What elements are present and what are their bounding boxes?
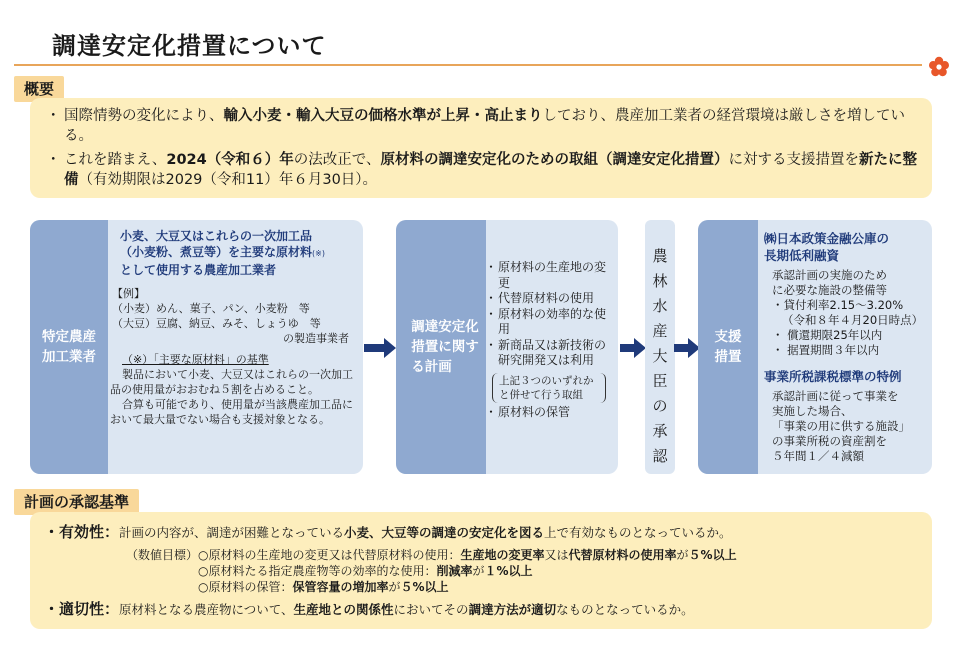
- plan-item: ・ 原材料の保管: [488, 405, 614, 421]
- emphasis-text: 保管容量の増加率: [292, 580, 389, 594]
- stabilization-plan-panel: [396, 220, 618, 474]
- vertical-char: 林: [652, 272, 668, 290]
- emphasis-text: 2024（令和６）年: [166, 152, 294, 168]
- numeric-target-2: [198, 563, 533, 579]
- combined-measure-note: 上記３つのいずれかと併せて行う取組: [492, 373, 606, 403]
- text-run: なものとなっているか。: [556, 602, 694, 617]
- adequacy-criterion: ・適切性：原材料となる農産物について、生産地との関係性においてその調達方法が適切なものとなっているか。: [44, 600, 694, 618]
- vertical-char: 水: [652, 297, 668, 315]
- arrow-right-icon: [674, 338, 700, 358]
- text-run: が: [388, 580, 401, 594]
- vertical-char: 承: [652, 422, 668, 440]
- target-business-label: 特定農産 加工業者: [30, 220, 108, 474]
- minister-approval-label: [645, 244, 675, 469]
- criteria-box: [30, 512, 932, 629]
- vertical-char: の: [652, 397, 668, 415]
- text-run: 又は: [544, 548, 569, 562]
- page-title: 調達安定化措置について: [52, 32, 327, 60]
- emphasis-text: 調達方法が適切: [468, 602, 557, 617]
- text-run: 国際情勢の変化により、: [64, 108, 224, 124]
- target-business-definition: 小麦、大豆又はこれらの一次加工品 （小麦粉、煮豆等）を主要な原材料(※) として使用する農産加工業者: [120, 229, 325, 277]
- text-run: 原材料となる農産物について、: [119, 602, 294, 617]
- examples: 【例】 （小麦）めん、菓子、パン、小麦粉 等 （大豆）豆腐、納豆、みそ、しょうゆ 等 の製造事業者: [112, 287, 349, 345]
- text-run: ○原材料たる指定農産物等の効率的な使用：: [198, 564, 437, 578]
- emphasis-text: 原材料の調達安定化のための取組（調達安定化措置）: [380, 152, 729, 168]
- overview-box: [30, 98, 932, 198]
- tax-heading: 事業所税課税標準の特例: [764, 369, 902, 384]
- text-run: （有効期限は2029（令和11）年６月30日）。: [78, 172, 378, 188]
- text-run: これを踏まえ、: [64, 152, 167, 168]
- plan-item: ・ 代替原材料の使用: [488, 291, 614, 307]
- flower-logo-icon: [928, 56, 950, 78]
- emphasis-text: 輸入小麦・輸入大豆の価格水準が上昇・高止まり: [223, 108, 543, 124]
- text-run: に対する支援措置を: [728, 152, 859, 168]
- overview-bullet-1: [50, 106, 920, 146]
- text-run: しており、農産加工業者の経営環境は厳しさを増している。: [64, 108, 905, 144]
- emphasis-text: ５%以上: [400, 580, 449, 594]
- plan-item: ・ 新商品又は新技術の研究開発又は利用: [488, 338, 614, 369]
- loan-heading: ㈱日本政策金融公庫の 長期低利融資: [764, 231, 890, 263]
- emphasis-text: 生産地の変更率: [460, 548, 545, 562]
- vertical-char: 農: [652, 247, 668, 265]
- text-run: 上で有効なものとなっているか。: [544, 525, 732, 540]
- numeric-target-1: [198, 547, 737, 563]
- arrow-right-icon: [620, 338, 646, 358]
- emphasis-text: 生産地との関係性: [293, 602, 394, 617]
- text-run: においてその: [393, 602, 469, 617]
- emphasis-text: 削減率: [436, 564, 473, 578]
- emphasis-text: 代替原材料の使用率: [568, 548, 677, 562]
- plan-item: ・ 原材料の効率的な使用: [488, 307, 614, 338]
- overview-tag: 概要: [14, 76, 64, 102]
- stabilization-plan-label: 調達安定化 措置に関す る計画: [396, 220, 486, 474]
- emphasis-text: 新たに整備: [64, 152, 917, 188]
- arrow-right-icon: [364, 338, 396, 358]
- minister-approval-panel: [645, 220, 675, 474]
- text-run: ○原材料の保管：: [198, 580, 293, 594]
- emphasis-text: １%以上: [484, 564, 533, 578]
- validity-criterion: ・有効性：計画の内容が、調達が困難となっている小麦、大豆等の調達の安定化を図る上で有効なものとなっているか。: [44, 523, 732, 541]
- vertical-char: 産: [652, 322, 668, 340]
- text-run: ○原材料の生産地の変更又は代替原材料の使用：: [198, 548, 461, 562]
- emphasis-text: ５%以上: [688, 548, 737, 562]
- main-material-criteria-note: （※）「主要な原材料」の基準 製品において小麦、大豆又はこれらの一次加工品の使用量がおおむね５割を占めること。 合算も可能であり、使用量が当該農産加工品において最大量でない場合も支援対象となる。: [110, 353, 353, 426]
- support-measures-label: 支援 措置: [698, 220, 758, 474]
- text-run: の法改正で、: [293, 152, 381, 168]
- numeric-target-label: （数値目標）: [126, 548, 199, 562]
- emphasis-text: 小麦、大豆等の調達の安定化を図る: [344, 525, 545, 540]
- text-run: が: [472, 564, 485, 578]
- numeric-target-3: [198, 579, 449, 595]
- vertical-char: 臣: [652, 372, 668, 390]
- vertical-char: 認: [652, 447, 668, 465]
- vertical-char: 大: [652, 347, 668, 365]
- support-measures-panel: 支援 措置 ㈱日本政策金融公庫の 長期低利融資 承認計画の実施のため に必要な施設の整備等 ・貸付利率2.15～3.20% （令和８年４月20日時点） ・ 償還期限25年以内 ・ 据置期間３年以内 事業所税課税標準の特例 承認計画に従って事業を 実施した場合、 「事業の用に供する施設」 の事業所税の資産割を ５年間１／４減額: [698, 220, 932, 474]
- text-run: が: [676, 548, 689, 562]
- criteria-tag: 計画の承認基準: [14, 489, 139, 515]
- target-business-panel: [30, 220, 363, 474]
- plan-item: ・ 原材料の生産地の変更: [488, 260, 614, 291]
- title-underline: [14, 64, 922, 66]
- text-run: 計画の内容が、調達が困難となっている: [119, 525, 345, 540]
- overview-bullet-2: [50, 150, 920, 190]
